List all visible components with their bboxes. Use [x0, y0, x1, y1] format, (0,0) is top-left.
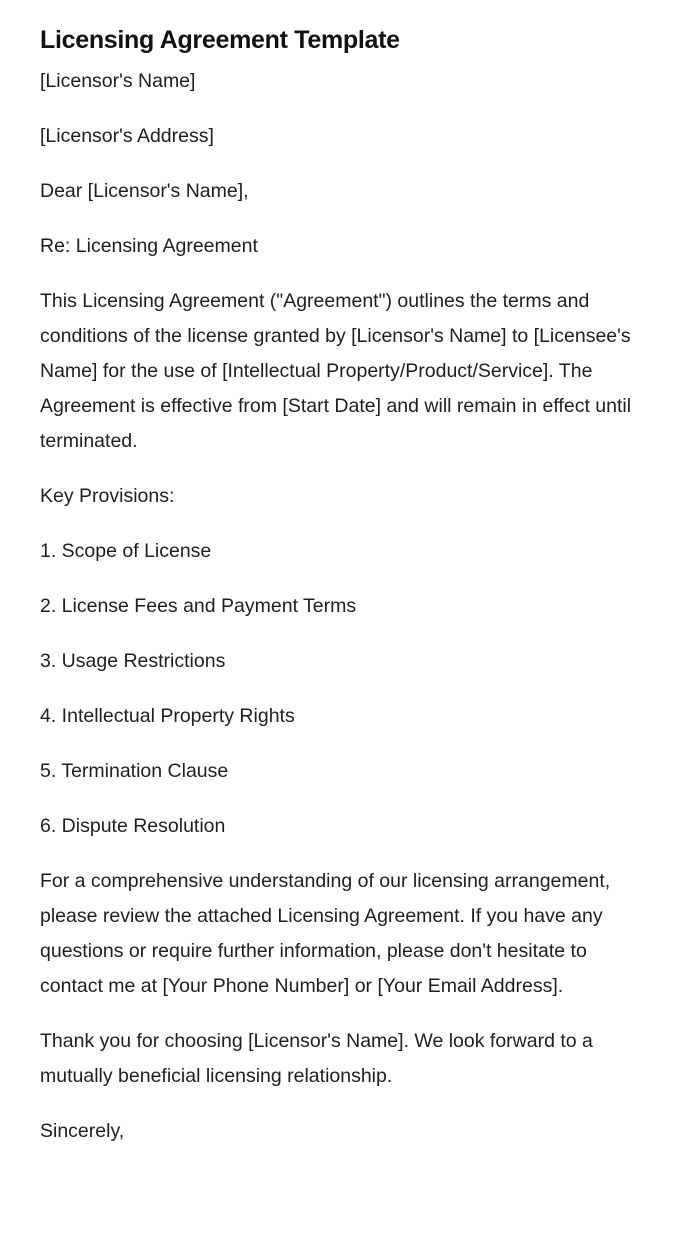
- closing-paragraph: For a comprehensive understanding of our licensing arrangement, please review the attached Licensing Agreement. If you have any questions or require further information, please don't hesitate to contact me at [Your Phone Number] or [Your Email Address].: [40, 870, 611, 997]
- provisions-list: [40, 534, 640, 844]
- page-title: Licensing Agreement Template: [40, 26, 400, 54]
- list-item: 3. Usage Restrictions: [40, 650, 226, 672]
- licensor-address: [Licensor's Address]: [40, 125, 214, 147]
- subject-line: Re: Licensing Agreement: [40, 235, 258, 257]
- list-item: 5. Termination Clause: [40, 760, 229, 782]
- provisions-heading: Key Provisions:: [40, 485, 175, 507]
- signoff: Sincerely,: [40, 1120, 125, 1142]
- document-body: [40, 22, 640, 1169]
- list-item: 2. License Fees and Payment Terms: [40, 595, 357, 617]
- list-item: 1. Scope of License: [40, 540, 212, 562]
- licensor-name: [Licensor's Name]: [40, 70, 196, 92]
- intro-paragraph: This Licensing Agreement ("Agreement") outlines the terms and conditions of the license granted by [Licensor's Name] to [Licensee's Name] for the use of [Intellectual Property/Product/Service]. The Agreement is effective from [Start Date] and will remain in effect until terminated.: [40, 290, 632, 452]
- salutation: Dear [Licensor's Name],: [40, 180, 249, 202]
- list-item: 6. Dispute Resolution: [40, 815, 226, 837]
- thanks-paragraph: Thank you for choosing [Licensor's Name]. We look forward to a mutually beneficial licensing relationship.: [40, 1030, 593, 1087]
- list-item: 4. Intellectual Property Rights: [40, 705, 295, 727]
